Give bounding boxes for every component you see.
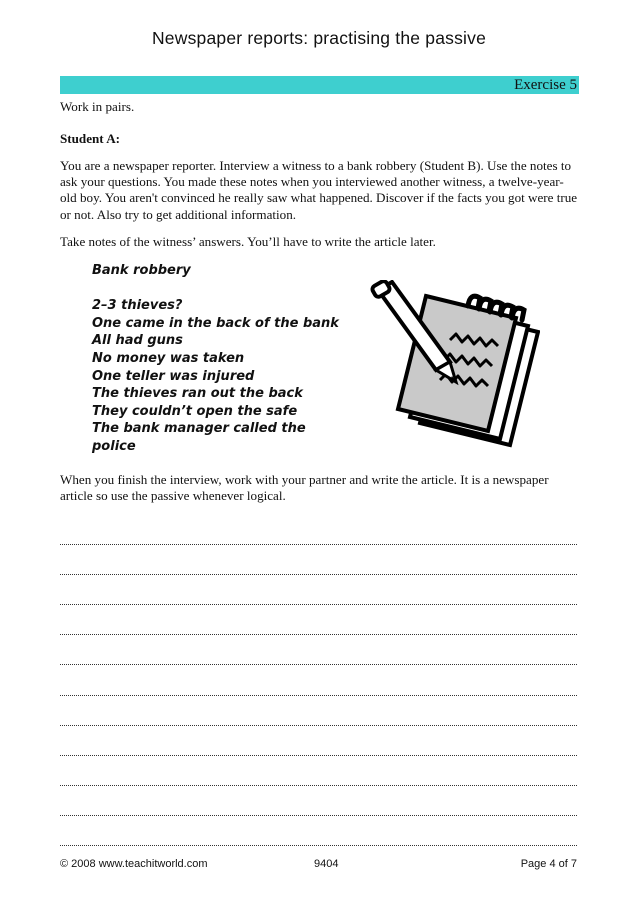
note-line: The bank manager called the <box>92 421 306 437</box>
footer-page-number: Page 4 of 7 <box>520 858 577 870</box>
writing-area[interactable] <box>60 515 577 846</box>
bank-robbery-notes <box>92 262 362 456</box>
writing-line[interactable] <box>60 515 577 545</box>
writing-line[interactable] <box>60 545 577 575</box>
footer-code: 9404 <box>314 858 339 870</box>
student-heading: Student A: <box>60 131 121 146</box>
page-title: Newspaper reports: practising the passive <box>151 28 487 48</box>
note-line: One came in the back of the bank <box>92 315 339 331</box>
writing-line[interactable] <box>60 665 577 695</box>
note-line: All had guns <box>92 333 183 349</box>
finish-interview-paragraph: When you finish the interview, work with your partner and write the article. It is a newspaper article so use the passive whenever logical. <box>60 472 549 504</box>
writing-line[interactable] <box>60 575 577 605</box>
note-line: One teller was injured <box>92 368 255 384</box>
footer-copyright: © 2008 www.teachitworld.com <box>60 858 208 870</box>
writing-line[interactable] <box>60 726 577 756</box>
writing-line[interactable] <box>60 816 577 846</box>
writing-line[interactable] <box>60 756 577 786</box>
writing-line[interactable] <box>60 605 577 635</box>
note-line: No money was taken <box>92 350 245 366</box>
instructions-paragraph: You are a newspaper reporter. Interview a witness to a bank robbery (Student B). Use the notes to ask your questions. You made these notes when you interviewed another witness, a twelve-year-old boy. You aren't convinced he really saw what happened. Discover if the facts you got were true or not. Also try to get additional information. <box>60 158 578 222</box>
writing-line[interactable] <box>60 696 577 726</box>
note-line: They couldn’t open the safe <box>92 403 298 419</box>
exercise-banner <box>60 76 579 94</box>
note-line: 2–3 thieves? <box>92 298 183 314</box>
writing-line[interactable] <box>60 635 577 665</box>
work-in-pairs-text: Work in pairs. <box>60 99 135 114</box>
exercise-label: Exercise 5 <box>514 77 577 93</box>
note-line: The thieves ran out the back <box>92 386 303 402</box>
writing-line[interactable] <box>60 786 577 816</box>
notes-title: Bank robbery <box>92 263 191 278</box>
note-line: police <box>92 438 136 454</box>
take-notes-paragraph: Take notes of the witness’ answers. You’ll have to write the article later. <box>60 234 436 249</box>
notepad-and-pencil-icon <box>370 280 540 460</box>
